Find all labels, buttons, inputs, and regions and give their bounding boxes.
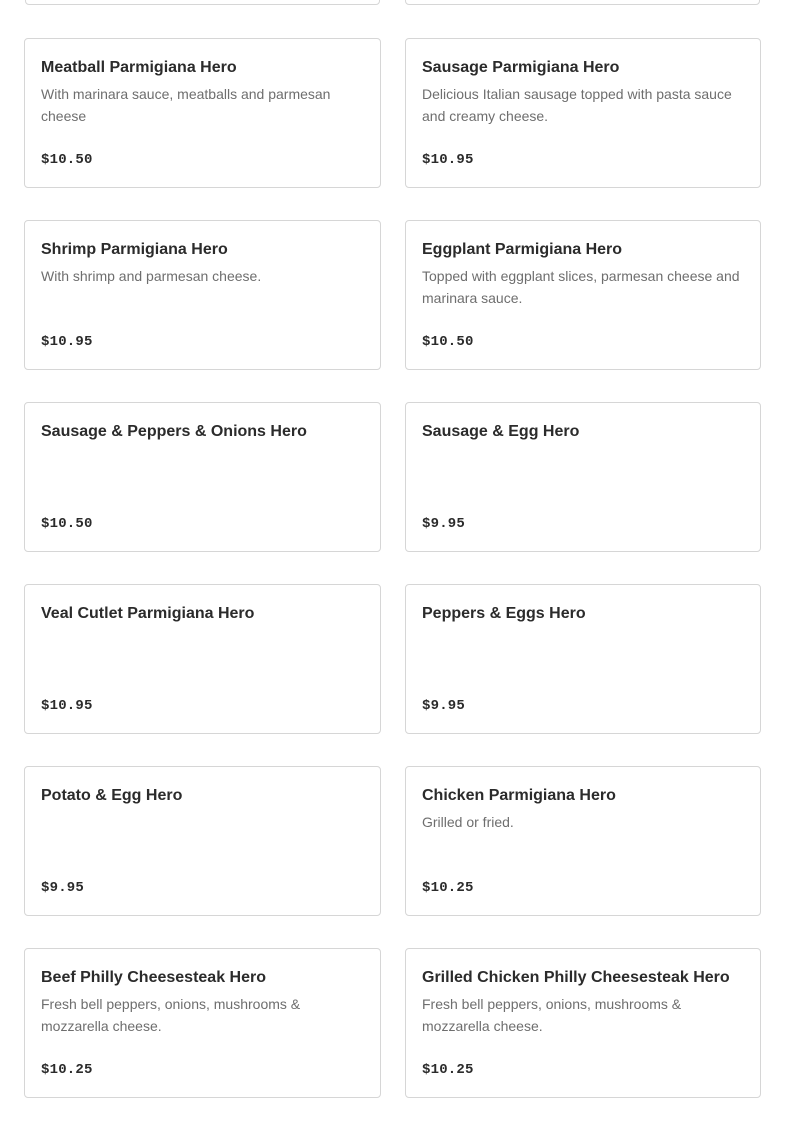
menu-item-card[interactable] [405, 766, 761, 916]
item-price: $10.50 [41, 516, 93, 532]
menu-item-card[interactable] [24, 766, 381, 916]
item-price: $10.25 [422, 1062, 474, 1078]
item-name: Meatball Parmigiana Hero [41, 59, 237, 76]
item-price: $10.95 [41, 334, 93, 350]
menu-item-card[interactable] [405, 38, 761, 188]
item-price: $9.95 [422, 516, 466, 532]
item-description: Topped with eggplant slices, parmesan cheese and marinara sauce. [422, 268, 740, 306]
item-name: Eggplant Parmigiana Hero [422, 241, 623, 258]
item-price: $10.50 [422, 334, 474, 350]
item-description: Fresh bell peppers, onions, mushrooms & mozzarella cheese. [41, 996, 301, 1034]
menu-item-card[interactable] [24, 584, 381, 734]
item-name: Grilled Chicken Philly Cheesesteak Hero [422, 969, 730, 986]
item-price: $10.50 [41, 152, 93, 168]
item-name: Peppers & Eggs Hero [422, 605, 586, 622]
menu-item-card[interactable] [24, 220, 381, 370]
item-description: Delicious Italian sausage topped with pasta sauce and creamy cheese. [422, 86, 732, 124]
item-price: $10.95 [41, 698, 93, 714]
item-name: Beef Philly Cheesesteak Hero [41, 969, 266, 986]
item-description: With marinara sauce, meatballs and parmesan cheese [41, 86, 331, 124]
item-price: $9.95 [41, 880, 85, 896]
menu-item-card-partial[interactable] [405, 0, 760, 5]
menu-item-card[interactable] [24, 402, 381, 552]
menu-item-card[interactable] [405, 584, 761, 734]
menu-item-card[interactable] [24, 948, 381, 1098]
item-price: $10.95 [422, 152, 474, 168]
item-name: Sausage & Peppers & Onions Hero [41, 423, 307, 440]
item-description: With shrimp and parmesan cheese. [41, 268, 262, 284]
item-name: Sausage Parmigiana Hero [422, 59, 620, 76]
item-name: Potato & Egg Hero [41, 787, 183, 804]
menu-items-grid [24, 38, 761, 1098]
item-description: Grilled or fried. [422, 814, 514, 830]
menu-item-card[interactable] [24, 38, 381, 188]
menu-item-card-partial[interactable] [25, 0, 380, 5]
item-name: Sausage & Egg Hero [422, 423, 580, 440]
item-price: $10.25 [422, 880, 474, 896]
item-name: Veal Cutlet Parmigiana Hero [41, 605, 255, 622]
menu-item-card[interactable] [405, 402, 761, 552]
item-name: Chicken Parmigiana Hero [422, 787, 616, 804]
item-name: Shrimp Parmigiana Hero [41, 241, 228, 258]
menu-item-card[interactable] [405, 948, 761, 1098]
menu-item-card[interactable] [405, 220, 761, 370]
item-description: Fresh bell peppers, onions, mushrooms & mozzarella cheese. [422, 996, 682, 1034]
item-price: $9.95 [422, 698, 466, 714]
item-price: $10.25 [41, 1062, 93, 1078]
